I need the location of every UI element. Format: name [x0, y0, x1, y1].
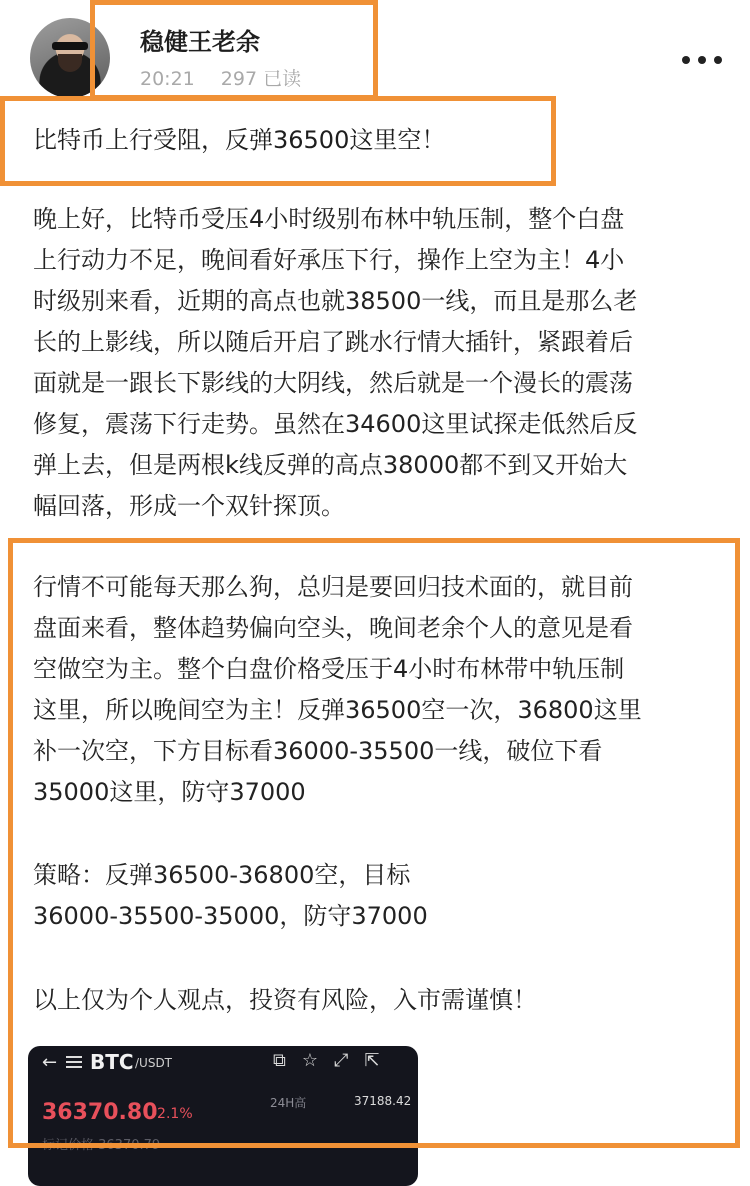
ticker-symbol: BTC [90, 1050, 134, 1074]
back-arrow-icon: ← [42, 1052, 58, 1073]
post-disclaimer: 以上仅为个人观点，投资有风险，入市需谨慎！ [33, 986, 537, 1014]
avatar-beard [58, 54, 82, 72]
last-price: 36370.80 [42, 1100, 158, 1125]
star-icon: ☆ [301, 1050, 318, 1071]
read-count: 297 已读 [220, 68, 302, 90]
post-paragraph-analysis: 晚上好，比特币受压4小时级别布林中轨压制，整个白盘 上行动力不足，晚间看好承压下行，操作上空为主！4小 时级别来看，近期的高点也就38500一线，而且是那么老 长的上影线，所以随后开启了跳水行情大插针，紧跟着后 面就是一跟长下影线的大阴线，然后就是一个漫长的震荡 修复，震荡下行走势。虽然在34600这里试探走低然后反 弹上去，但是两根k线反弹的高点38000都不到又开始大 幅回落，形成一个双针探顶。 [33, 205, 638, 520]
post-title: 比特币上行受阻，反弹36500这里空！ [33, 126, 446, 154]
copy-icon: ⧉ [273, 1050, 286, 1071]
expand-icon: ⤢ [334, 1050, 349, 1071]
avatar-glasses [52, 42, 88, 50]
price-change: -2.1% [152, 1106, 193, 1122]
author-name[interactable]: 稳健王老余 [140, 28, 260, 56]
high-24h-value: 37188.42 [354, 1094, 412, 1108]
high-24h-label: 24H高 [270, 1096, 307, 1110]
quote-currency: /USDT [135, 1056, 173, 1070]
more-options-icon[interactable] [682, 52, 722, 68]
highlight-box-author [90, 0, 378, 100]
mark-price: 标记价格 36370.79 [42, 1138, 161, 1153]
highlight-box-strategy [8, 538, 740, 1148]
share-icon: ⇱ [364, 1050, 380, 1071]
post-strategy: 策略：反弹36500-36800空，目标 36000-35500-35000，防守37000 [33, 861, 428, 930]
post-paragraph-outlook: 行情不可能每天那么狗，总归是要回归技术面的，就目前 盘面来看，整体趋势偏向空头，晚间老余个人的意见是看 空做空为主。整个白盘价格受压于4小时布林带中轨压制 这里，所以晚间空为主！反弹36500空一次，36800这里 补一次空，下方目标看36000-35500一线，破位下看 35000这里，防守37000 [33, 573, 642, 806]
highlight-box-title [0, 96, 556, 186]
post-time: 20:21 [140, 68, 195, 90]
